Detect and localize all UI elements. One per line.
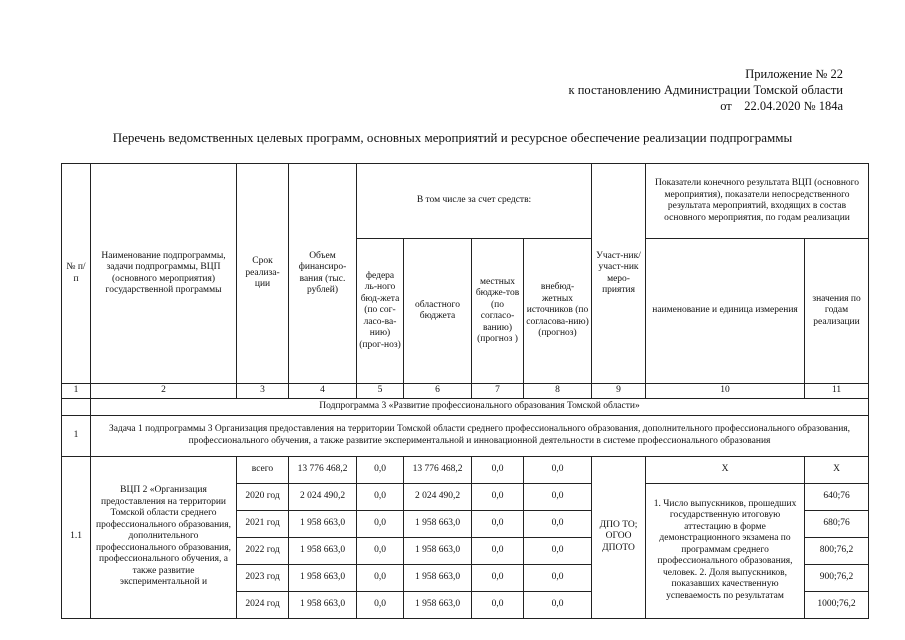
header-including: В том числе за счет средств: [357,164,592,239]
row-local: 0,0 [472,537,524,564]
row-federal: 0,0 [357,483,404,510]
row-local: 0,0 [472,591,524,618]
appendix-number: Приложение № 22 [745,67,843,81]
appendix-header [569,66,843,114]
row-indicator-value: Х [805,456,869,483]
row-federal: 0,0 [357,510,404,537]
document-title: Перечень ведомственных целевых программ, основных мероприятий и ресурсное обеспечение реализации подпрограммы [112,130,793,145]
header-indicator-values: значения по годам реализации [805,239,869,384]
row-regional: 1 958 663,0 [404,591,472,618]
row-local: 0,0 [472,510,524,537]
row-extra: 0,0 [524,483,592,510]
row-local: 0,0 [472,564,524,591]
program-number: 1.1 [62,456,91,618]
row-indicator-value: 800;76,2 [805,537,869,564]
column-number: 9 [592,384,646,399]
row-federal: 0,0 [357,591,404,618]
row-regional: 1 958 663,0 [404,564,472,591]
row-federal: 0,0 [357,564,404,591]
task-row [62,415,869,456]
row-extra: 0,0 [524,564,592,591]
header-term: Срок реализа-ции [237,164,289,384]
row-regional: 13 776 468,2 [404,456,472,483]
row-term: 2022 год [237,537,289,564]
subprogram-title: Подпрограмма 3 «Развитие профессионального образования Томской области» [91,398,869,415]
row-term: 2023 год [237,564,289,591]
header-name: Наименование подпрограммы, задачи подпрограммы, ВЦП (основного мероприятия) государственной программы [91,164,237,384]
column-number: 11 [805,384,869,399]
row-volume: 1 958 663,0 [289,591,357,618]
column-number: 8 [524,384,592,399]
row-term: 2020 год [237,483,289,510]
row-extra: 0,0 [524,510,592,537]
row-extra: 0,0 [524,591,592,618]
column-number: 7 [472,384,524,399]
row-federal: 0,0 [357,456,404,483]
header-participant: Участ-ник/ участ-ник меро-приятия [592,164,646,384]
header-num: № п/п [62,164,91,384]
subprogram-row [62,398,869,415]
header-volume: Объем финансиро-вания (тыс. рублей) [289,164,357,384]
column-number: 10 [646,384,805,399]
header-indicators: Показатели конечного результата ВЦП (основного мероприятия), показатели непосредственного результата мероприятий, входящих в состав основного мероприятия, по годам реализации [646,164,869,239]
row-volume: 1 958 663,0 [289,537,357,564]
header-extra: внебюд-жетных источников (по согласова-нию) (прогноз) [524,239,592,384]
row-local: 0,0 [472,456,524,483]
header-local: местных бюдже-тов (по согласо-ванию) (прогноз ) [472,239,524,384]
row-term: 2024 год [237,591,289,618]
row-indicator-value: 640;76 [805,483,869,510]
decree-reference: к постановлению Администрации Томской области [568,83,843,97]
row-term: 2021 год [237,510,289,537]
header-regional: областного бюджета [404,239,472,384]
row-regional: 1 958 663,0 [404,537,472,564]
row-federal: 0,0 [357,537,404,564]
row-volume: 2 024 490,2 [289,483,357,510]
row-term: всего [237,456,289,483]
program-participant: ДПО ТО; ОГОО ДПОТО [592,456,646,618]
header-indicator-name: наименование и единица измерения [646,239,805,384]
indicator-description: 1. Число выпускников, прошедших государственную итоговую аттестацию в форме демонстрационного экзамена по программам среднего профессионального образования, человек. 2. Доля выпускников, показавших качественную успеваемость по результатам [646,483,805,618]
row-regional: 1 958 663,0 [404,510,472,537]
row-extra: 0,0 [524,456,592,483]
header-row-1 [62,164,869,239]
row-regional: 2 024 490,2 [404,483,472,510]
row-volume: 1 958 663,0 [289,564,357,591]
header-federal: федера ль-ного бюд-жета (по сог-ласо-ва-нию) (прог-ноз) [357,239,404,384]
program-table [61,163,869,619]
row-extra: 0,0 [524,537,592,564]
table-row [62,456,869,483]
column-number: 1 [62,384,91,399]
program-name: ВЦП 2 «Организация предоставления на территории Томской области среднего профессионального образования, дополнительного профессионального образования, профессионального обучения, а также развитие экспериментальной и [91,456,237,618]
row-volume: 1 958 663,0 [289,510,357,537]
task-description: Задача 1 подпрограммы 3 Организация предоставления на территории Томской области среднего профессионального образования, дополнительного профессионального образования, профессионального обучения, а также развитие экспериментальной и инновационной деятельности в системе профессионального образования [91,415,869,456]
column-number: 5 [357,384,404,399]
row-indicator-value: 900;76,2 [805,564,869,591]
task-number: 1 [62,415,91,456]
row-indicator-value: 680;76 [805,510,869,537]
row-local: 0,0 [472,483,524,510]
column-number: 2 [91,384,237,399]
decree-date: от 22.04.2020 № 184а [720,99,843,113]
column-number: 3 [237,384,289,399]
column-number-row [62,384,869,399]
row-volume: 13 776 468,2 [289,456,357,483]
row-indicator-name: Х [646,456,805,483]
row-indicator-value: 1000;76,2 [805,591,869,618]
column-number: 6 [404,384,472,399]
column-number: 4 [289,384,357,399]
